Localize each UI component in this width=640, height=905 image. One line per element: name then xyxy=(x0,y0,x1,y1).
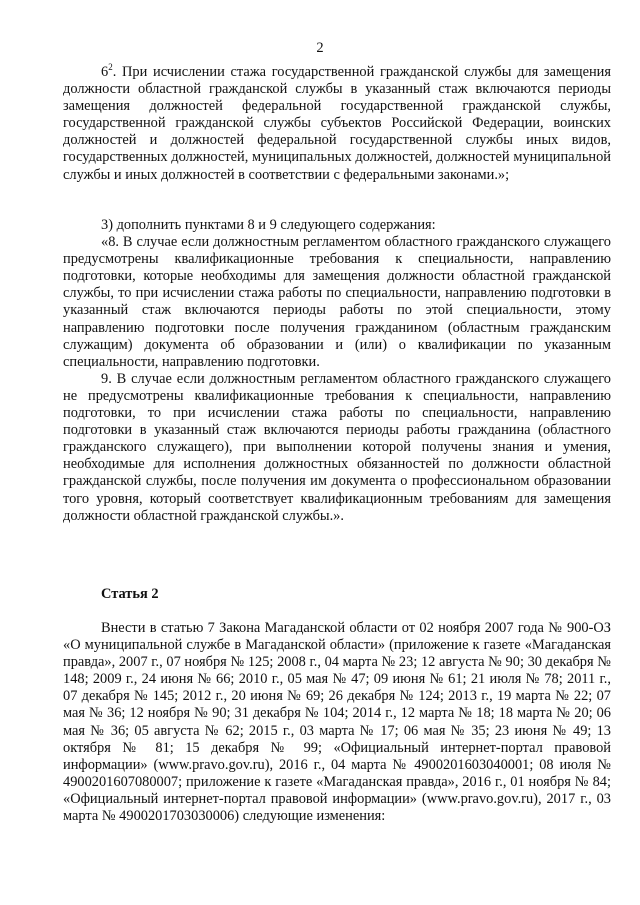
article-2-paragraph: Внести в статью 7 Закона Магаданской области от 02 ноября 2007 года № 900-ОЗ «О муниципальной службе в Магаданской области» (приложение к газете «Магаданская правда», 2007 г., 07 ноября № 125; 2008 г., 04 марта № 23; 12 августа № 90; 30 декабря № 148; 2009 г., 24 июня № 66; 2010 г., 05 мая № 47; 09 июня № 61; 21 июля № 78; 2011 г., 07 декабря № 145; 2012 г., 20 июня № 69; 26 декабря № 124; 2013 г., 19 марта № 22; 07 мая № 36; 12 ноября № 90; 31 декабря № 104; 2014 г., 12 марта № 18; 18 марта № 20; 06 мая № 36; 05 августа № 62; 2015 г., 03 марта № 17; 06 мая № 35; 23 июня № 49; 13 октября № 81; 15 декабря № 99; «Официальный интернет-портал правовой информации» (www.pravo.gov.ru), 2016 г., 04 марта № 4900201603040001; 08 июля № 4900201607080007; приложение к газете «Магаданская правда», 2016 г., 01 ноября № 84; «Официальный интернет-портал правовой информации» (www.pravo.gov.ru), 2017 г., 03 марта № 4900201703030006) следующие изменения: xyxy=(63,620,611,825)
article-2-heading: Статья 2 xyxy=(101,586,159,602)
clause-6-2-number: 6 xyxy=(101,64,109,80)
clause-6-2 xyxy=(63,64,611,184)
paragraph-8: «8. В случае если должностным регламентом областного гражданского служащего предусмотрены квалификационные требования к специальности, направлению подготовки, которые необходимы для замещения должности областной гражданской службы, то при исчислении стажа работы по специальности, направлению подготовки в указанный стаж включаются периоды работы по этой специальности, этому направлению подготовки после получения гражданином (областным гражданским служащим) документа об образовании и (или) о квалификации по указанным специальности, направлению подготовки. xyxy=(63,234,611,370)
paragraph-9: 9. В случае если должностным регламентом областного гражданского служащего не предусмотрены квалификационные требования к специальности, направлению подготовки, то при исчислении стажа работы по специальности, направлению подготовки в указанный стаж включаются периоды работы гражданина (областного гражданского служащего), при выполнении которой получены знания и умения, необходимые для исполнения должностных обязанностей по должности областной гражданской службы, после получения им документа о профессиональном образовании того уровня, который соответствует квалификационным требованиям для замещения должности областной гражданской службы.». xyxy=(63,370,611,524)
page-number: 2 xyxy=(316,40,324,56)
item-3-intro: 3) дополнить пунктами 8 и 9 следующего содержания: xyxy=(101,217,436,233)
clause-6-2-text: . При исчислении стажа государственной гражданской службы для замещения должности областной гражданской службы в указанный стаж включаются периоды замещения должностей федеральной государственной гражданской службы, государственной гражданской службы субъектов Российской Федерации, воинских должностей и должностей федеральной государственной службы иных видов, государственных должностей, муниципальных должностей, должностей муниципальной службы и иных должностей в соответствии с федеральными законами.»; xyxy=(63,64,611,183)
clause-6-2-paragraph xyxy=(63,64,611,184)
item-3 xyxy=(63,217,611,525)
clause-6-2-superscript: 2 xyxy=(108,62,113,73)
article-2-body xyxy=(63,620,611,825)
